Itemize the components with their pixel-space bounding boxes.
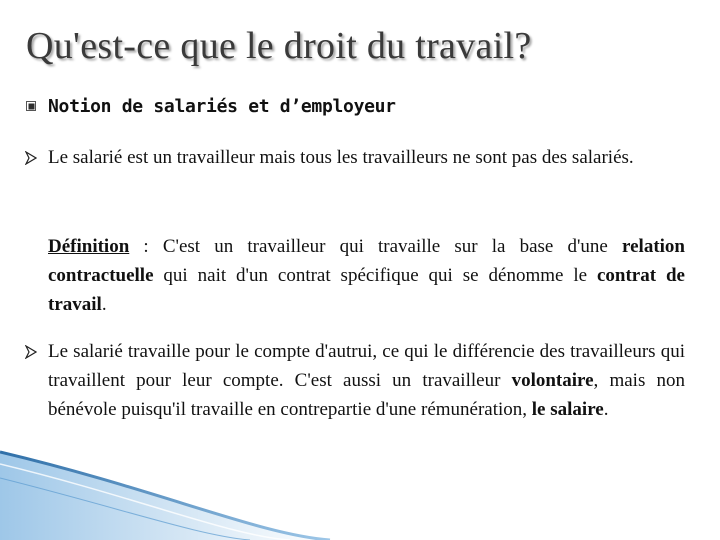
point-2-paragraph bbox=[48, 337, 685, 424]
arrowhead-bullet-icon bbox=[25, 151, 37, 165]
square-bullet-icon bbox=[26, 101, 36, 111]
definition-bold-2: contrat de travail bbox=[48, 265, 685, 315]
definition-end: . bbox=[101, 294, 107, 315]
definition-mid: qui nait d'un contrat spécifique qui se dénomme le bbox=[153, 265, 597, 286]
point-2-text-a: Le salarié travaille pour le compte d'autrui, ce qui le différencie des travailleurs qui travaillent pour leur compte. C'est aussi un travailleur bbox=[48, 341, 685, 391]
point-1-text: Le salarié est un travailleur mais tous les travailleurs ne sont pas des salariés. bbox=[48, 147, 634, 168]
slide-title: Qu'est-ce que le droit du travail? bbox=[26, 25, 532, 67]
definition-paragraph bbox=[48, 232, 685, 319]
definition-sep: : C'est un travailleur qui travaille sur la base d'une bbox=[129, 236, 623, 257]
point-2-bold-2: le salaire bbox=[531, 399, 604, 420]
subheading: Notion de salariés et d’employeur bbox=[48, 96, 396, 117]
arrowhead-bullet-icon bbox=[25, 345, 37, 359]
definition-bold-1: relation contractuelle bbox=[48, 236, 685, 286]
definition-label: Définition bbox=[48, 236, 130, 257]
decorative-wave bbox=[0, 450, 720, 540]
point-2-bold-1: volontaire bbox=[511, 370, 594, 391]
point-2-text-c: . bbox=[603, 399, 609, 420]
point-2-text-b: , mais non bénévole puisqu'il travaille en contrepartie d'une rémunération, bbox=[48, 370, 685, 420]
